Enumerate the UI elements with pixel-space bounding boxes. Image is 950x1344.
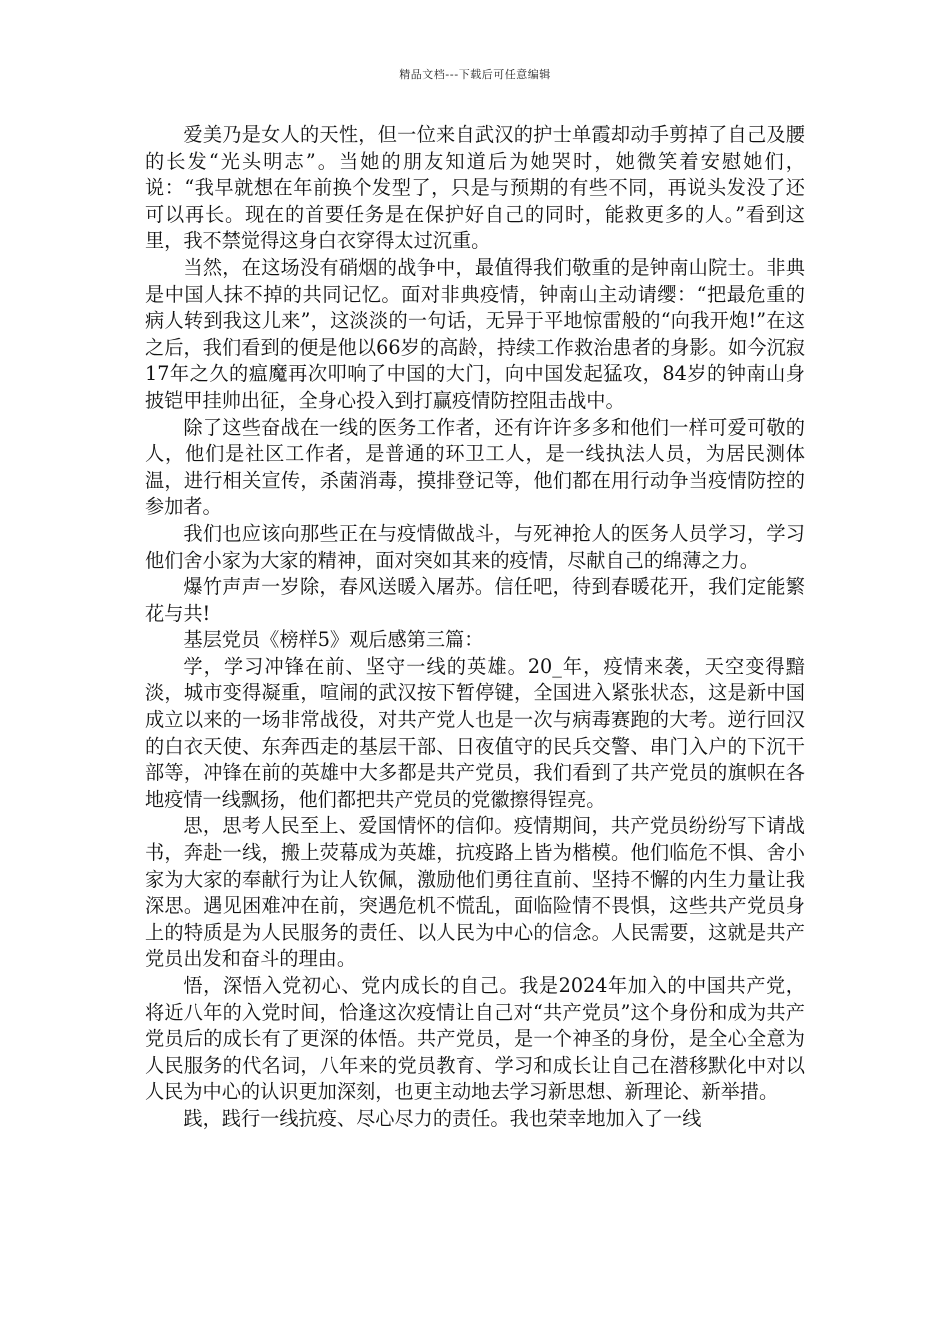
section-heading: 基层党员《榜样5》观后感第三篇： xyxy=(183,628,484,652)
document-body xyxy=(145,122,805,1133)
paragraph-think: 思，思考人民至上、爱国情怀的信仰。疫情期间，共产党员纷纷写下请战书，奔赴一线，搬上荧幕成为英雄，抗疫路上皆为楷模。他们临危不惧、舍小家为大家的奉献行为让人钦佩，激励他们勇往直前、坚持不懈的内生力量让我深思。遇见困难冲在前，突遇危机不慌乱，面临险情不畏惧，这些共产党员身上的特质是为人民服务的责任、以人民为中心的信念。人民需要，这就是共产党员出发和奋斗的理由。 xyxy=(145,814,805,971)
paragraph-realize: 悟，深悟入党初心、党内成长的自己。我是2024年加入的中国共产党，将近八年的入党时间，恰逢这次疫情让自己对“共产党员”这个身份和成为共产党员后的成长有了更深的体悟。共产党员，是一个神圣的身份，是全心全意为人民服务的代名词，八年来的党员教育、学习和成长让自己在潜移默化中对以人民为中心的认识更加深刻，也更主动地去学习新思想、新理论、新举措。 xyxy=(145,974,805,1104)
paragraph-practice: 践，践行一线抗疫、尽心尽力的责任。我也荣幸地加入了一线 xyxy=(183,1106,702,1130)
paragraph-1: 爱美乃是女人的天性，但一位来自武汉的护士单霞却动手剪掉了自己及腰的长发“光头明志”。当她的朋友知道后为她哭时，她微笑着安慰她们，说：“我早就想在年前换个发型了，只是与预期的有些不同，再说头发没了还可以再长。现在的首要任务是在保护好自己的同时，能救更多的人。”看到这里，我不禁觉得这身白衣穿得太过沉重。 xyxy=(145,123,805,253)
page-header: 精品文档---下载后可任意编辑 xyxy=(399,68,551,81)
paragraph-5: 爆竹声声一岁除，春风送暖入屠苏。信任吧，待到春暖花开，我们定能繁花与共! xyxy=(145,575,805,625)
paragraph-2: 当然，在这场没有硝烟的战争中，最值得我们敬重的是钟南山院士。非典是中国人抹不掉的共同记忆。面对非典疫情，钟南山主动请缨：“把最危重的病人转到我这儿来”，这淡淡的一句话，无异于平地惊雷般的“向我开炮!”在这之后，我们看到的便是他以66岁的高龄，持续工作救治患者的身影。如今沉寂17年之久的瘟魔再次叩响了中国的大门，向中国发起猛攻，84岁的钟南山身披铠甲挂帅出征，全身心投入到打赢疫情防控阻击战中。 xyxy=(145,255,805,412)
paragraph-3: 除了这些奋战在一线的医务工作者，还有许许多多和他们一样可爱可敬的人，他们是社区工作者，是普通的环卫工人，是一线执法人员，为居民测体温，进行相关宣传，杀菌消毒，摸排登记等，他们都在用行动争当疫情防控的参加者。 xyxy=(145,415,805,519)
paragraph-learn: 学，学习冲锋在前、坚守一线的英雄。20_年，疫情来袭，天空变得黯淡，城市变得凝重，喧闹的武汉按下暂停键，全国进入紧张状态，这是新中国成立以来的一场非常战役，对共产党人也是一次与病毒赛跑的大考。逆行回汉的白衣天使、东奔西走的基层干部、日夜值守的民兵交警、串门入户的下沉干部等，冲锋在前的英雄中大多都是共产党员，我们看到了共产党员的旗帜在各地疫情一线飘扬，他们都把共产党员的党徽擦得锃亮。 xyxy=(145,654,805,811)
paragraph-4: 我们也应该向那些正在与疫情做战斗，与死神抢人的医务人员学习，学习他们舍小家为大家的精神，面对突如其来的疫情，尽献自己的绵薄之力。 xyxy=(145,521,805,572)
